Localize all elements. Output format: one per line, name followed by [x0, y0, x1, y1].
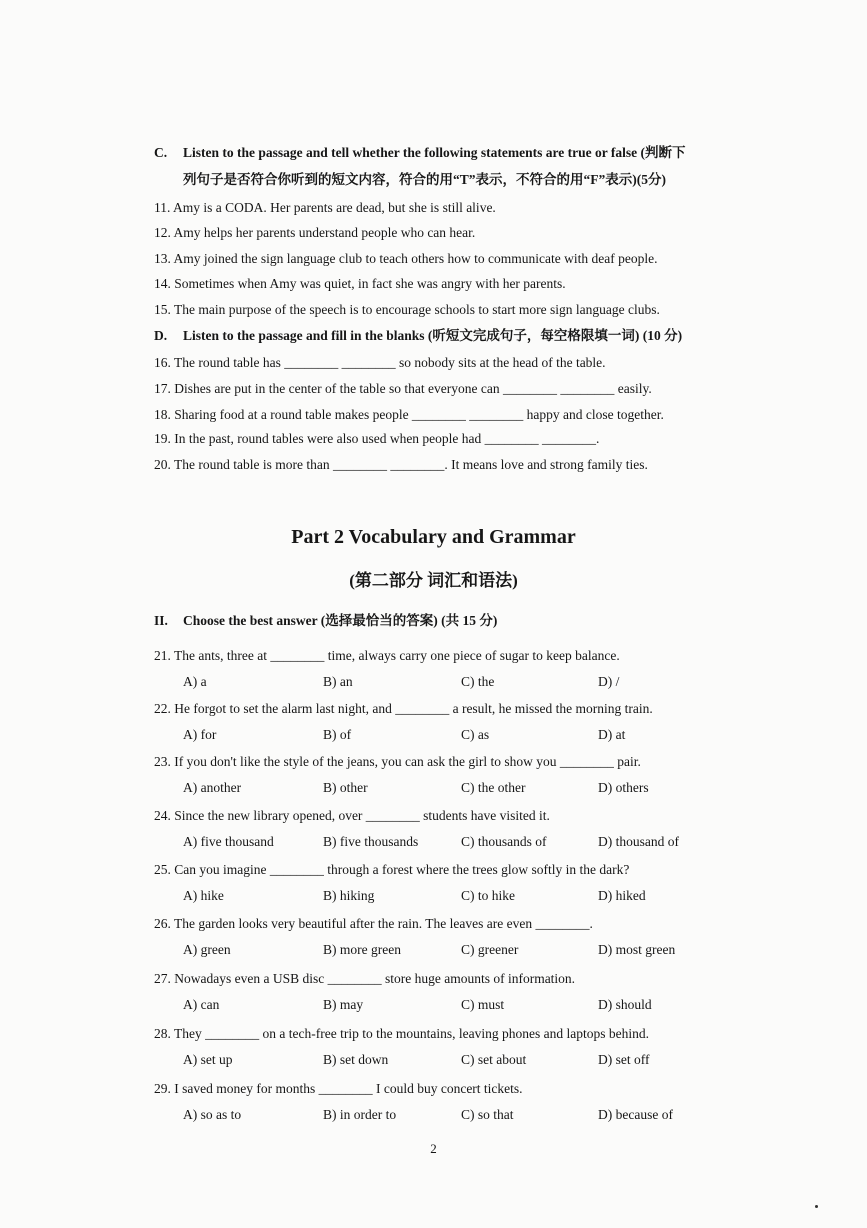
part-2-title: Part 2 Vocabulary and Grammar — [291, 526, 576, 548]
q23-option-c: C) the other — [461, 780, 526, 795]
section-d-letter: D. — [154, 328, 168, 343]
q29-option-a: A) so as to — [183, 1107, 242, 1122]
q27-option-d: D) should — [598, 997, 652, 1012]
scan-speck — [815, 1205, 818, 1208]
question-14: 14. Sometimes when Amy was quiet, in fact she was angry with her parents. — [154, 276, 566, 291]
question-27: 27. Nowadays even a USB disc ________ store huge amounts of information. — [154, 971, 576, 986]
q29-option-d: D) because of — [598, 1107, 673, 1122]
q27-option-c: C) must — [461, 997, 505, 1012]
q27-option-a: A) can — [183, 997, 220, 1012]
q21-option-d: D) / — [598, 674, 620, 689]
q22-option-a: A) for — [183, 727, 217, 742]
question-28: 28. They ________ on a tech-free trip to the mountains, leaving phones and laptops behind. — [154, 1026, 650, 1041]
question-20: 20. The round table is more than ________ ________. It means love and strong family ties. — [154, 457, 648, 472]
q22-option-b: B) of — [323, 727, 352, 742]
q22-option-c: C) as — [461, 727, 490, 742]
q21-option-c: C) the — [461, 674, 495, 689]
question-16: 16. The round table has ________ ________ so nobody sits at the head of the table. — [154, 355, 606, 370]
question-29: 29. I saved money for months ________ I could buy concert tickets. — [154, 1081, 523, 1096]
q23-option-d: D) others — [598, 780, 649, 795]
q25-option-c: C) to hike — [461, 888, 515, 903]
q21-option-b: B) an — [323, 674, 353, 689]
question-12: 12. Amy helps her parents understand people who can hear. — [154, 225, 476, 240]
q24-option-a: A) five thousand — [183, 834, 274, 849]
page-number: 2 — [430, 1141, 437, 1156]
question-13: 13. Amy joined the sign language club to teach others how to communicate with deaf people. — [154, 251, 658, 266]
question-21: 21. The ants, three at ________ time, always carry one piece of sugar to keep balance. — [154, 648, 620, 663]
q26-option-d: D) most green — [598, 942, 676, 957]
question-15: 15. The main purpose of the speech is to encourage schools to start more sign language clubs. — [154, 302, 660, 317]
question-22: 22. He forgot to set the alarm last night, and ________ a result, he missed the morning train. — [154, 701, 653, 716]
question-23: 23. If you don't like the style of the jeans, you can ask the girl to show you ________ pair. — [154, 754, 641, 769]
q25-option-b: B) hiking — [323, 888, 375, 903]
q21-option-a: A) a — [183, 674, 207, 689]
q27-option-b: B) may — [323, 997, 364, 1012]
section-ii-numeral: II. — [154, 613, 168, 628]
q28-option-b: B) set down — [323, 1052, 389, 1067]
q28-option-c: C) set about — [461, 1052, 527, 1067]
section-c-title-line2: 列句子是否符合你听到的短文内容，符合的用“T”表示，不符合的用“F”表示)(5分) — [183, 172, 666, 187]
section-d-title: Listen to the passage and fill in the blanks (听短文完成句子，每空格限填一词) (10 分) — [183, 328, 683, 343]
q29-option-b: B) in order to — [323, 1107, 397, 1122]
question-24: 24. Since the new library opened, over ________ students have visited it. — [154, 808, 550, 823]
section-ii-title: Choose the best answer (选择最恰当的答案) (共 15 分) — [183, 613, 498, 628]
q22-option-d: D) at — [598, 727, 626, 742]
q25-option-d: D) hiked — [598, 888, 646, 903]
q26-option-b: B) more green — [323, 942, 401, 957]
q26-option-c: C) greener — [461, 942, 519, 957]
section-c-letter: C. — [154, 145, 168, 160]
q28-option-a: A) set up — [183, 1052, 233, 1067]
question-17: 17. Dishes are put in the center of the table so that everyone can ________ ________ easily. — [154, 381, 652, 396]
q26-option-a: A) green — [183, 942, 231, 957]
question-26: 26. The garden looks very beautiful after the rain. The leaves are even ________. — [154, 916, 593, 931]
q29-option-c: C) so that — [461, 1107, 514, 1122]
q28-option-d: D) set off — [598, 1052, 650, 1067]
q24-option-b: B) five thousands — [323, 834, 419, 849]
q24-option-d: D) thousand of — [598, 834, 679, 849]
q23-option-a: A) another — [183, 780, 242, 795]
question-11: 11. Amy is a CODA. Her parents are dead, but she is still alive. — [154, 200, 496, 215]
q25-option-a: A) hike — [183, 888, 224, 903]
part-2-subtitle: (第二部分 词汇和语法) — [349, 571, 518, 590]
question-19: 19. In the past, round tables were also used when people had ________ ________. — [154, 431, 600, 446]
q23-option-b: B) other — [323, 780, 368, 795]
question-18: 18. Sharing food at a round table makes people ________ ________ happy and close together. — [154, 407, 664, 422]
section-c-title-line1: Listen to the passage and tell whether the following statements are true or false (判断下 — [183, 145, 686, 160]
question-25: 25. Can you imagine ________ through a forest where the trees glow softly in the dark? — [154, 862, 630, 877]
q24-option-c: C) thousands of — [461, 834, 547, 849]
